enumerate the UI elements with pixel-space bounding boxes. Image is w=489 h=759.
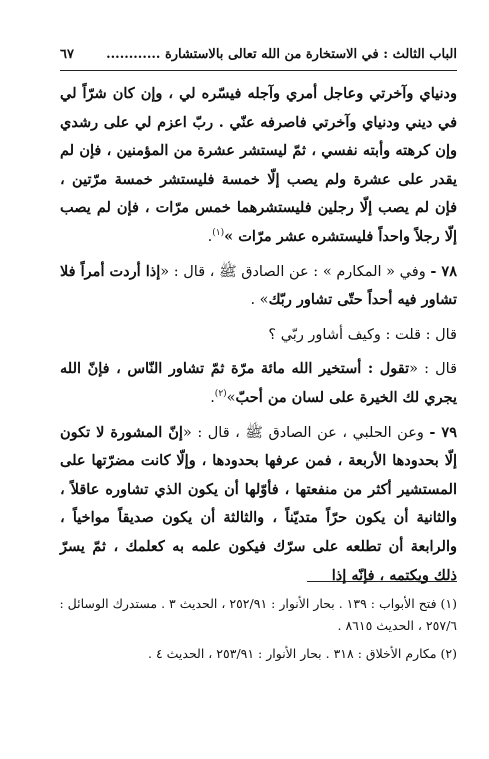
paragraph-78 [60,258,457,315]
footnote-ref-2: (٢) [214,389,227,400]
hadith-79-quote: إنّ المشورة لا تكون إلّا بحدودها الأربعة ، فمن عرفها بحدودها ، وإلّا كانت مضرّتها على المستشير أكثر من منفعتها ، فأوّلها أن يكون الذي تشاوره عاقلاً ، والثانية أن يكون حرّاً متديّناً ، والثالثة أن يكون صديقاً مواخياً ، والرابعة أن تطلعه على سرّك فيكون علمه به كعلمك ، ثمّ يسرّ ذلك ويكتمه ، فإنّه إذا [60,423,457,584]
hadith-78-intro: وفي « المكارم » : عن الصادق ﷺ ، قال : « [160,263,426,280]
header-rule [60,70,457,71]
paragraph-79 [60,419,457,591]
page-number: ٦٧ [60,47,74,62]
footnote-2: (٢) مكارم الأخلاق : ٣١٨ . بحار الأنوار : ٢٥٣/٩١ ، الحديث ٤ . [148,646,457,661]
answer-intro: قال : « [409,361,457,378]
hadith-78-quote: إذا أردت أمراً فلا تشاور فيه أحداً حتّى تشاور ربّك [60,262,457,309]
running-header [60,42,457,68]
chapter-title: الباب الثالث : في الاستخارة من الله تعالى بالاستشارة ............ [106,47,457,62]
paragraph-question [60,321,457,350]
footnote-1: (١) فتح الأبواب : ١٣٩ . بحار الأنوار : ٢٥٢/٩١ ، الحديث ٣ . مستدرك الوسائل : ٢٥٧/٦ ، الحديث ٨٦١٥ . [59,596,457,633]
hadith-number-79: ٧٩ - [429,423,457,441]
hadith-78-end: » . [250,292,269,309]
footnote-rule [307,581,457,582]
hadith-79-intro: وعن الحلبي ، عن الصادق ﷺ ، قال : « [182,424,424,441]
paragraph-1: ودنياي وآخرتي وعاجل أمري وآجله فيسّره لي ، وإن كان شرّاً لي في ديني ودنياي وآخرتي فاصرفه عنّي . ربّ اعزم لي على رشدي وإن كرهته وأبته نفسي ، ثمّ ليستشر عشرة من المؤمنين ، فإن لم يقدر على عشرة ولم يصب إلّا خمسة فليستشر خمسة مرّتين ، فإن لم يصب إلّا رجلين فليستشرهما خمس مرّات ، فإن لم يصب إلّا رجلاً واحداً فليستشره عشر مرّات »$^{(١)}$. [60,85,457,245]
footnote-ref-1: (١) [212,228,225,239]
hadith-number-78: ٧٨ - [430,262,457,280]
paragraph-answer: قال : «تقول : أستخير الله مائة مرّة ثمّ تشاور النّاس ، فإنّ الله يجري لك الخيرة على لسان من أحبّ»$^{(٢)}$. [60,360,457,406]
answer-end: » [226,389,236,406]
hadith-continuation: ودنياي وآخرتي وعاجل أمري وآجله فيسّره لي ، وإن كان شرّاً لي في ديني ودنياي وآخرتي فاصرفه عنّي . ربّ اعزم لي على رشدي وإن كرهته وأبته نفسي ، ثمّ ليستشر عشرة من المؤمنين ، فإن لم يقدر على عشرة ولم يصب إلّا خمسة فليستشر خمسة مرّتين ، فإن لم يصب إلّا رجلين فليستشرهما خمس مرّات ، فإن لم يصب إلّا رجلاً واحداً فليستشره عشر مرّات » [60,85,457,245]
main-text [60,80,457,590]
question-text: قال : قلت : وكيف أشاور ربّي ؟ [268,326,457,343]
answer-quote: تقول : أستخير الله مائة مرّة ثمّ تشاور النّاس ، فإنّ الله يجري لك الخيرة على لسان من أحبّ [60,360,457,406]
footnotes [58,593,457,665]
